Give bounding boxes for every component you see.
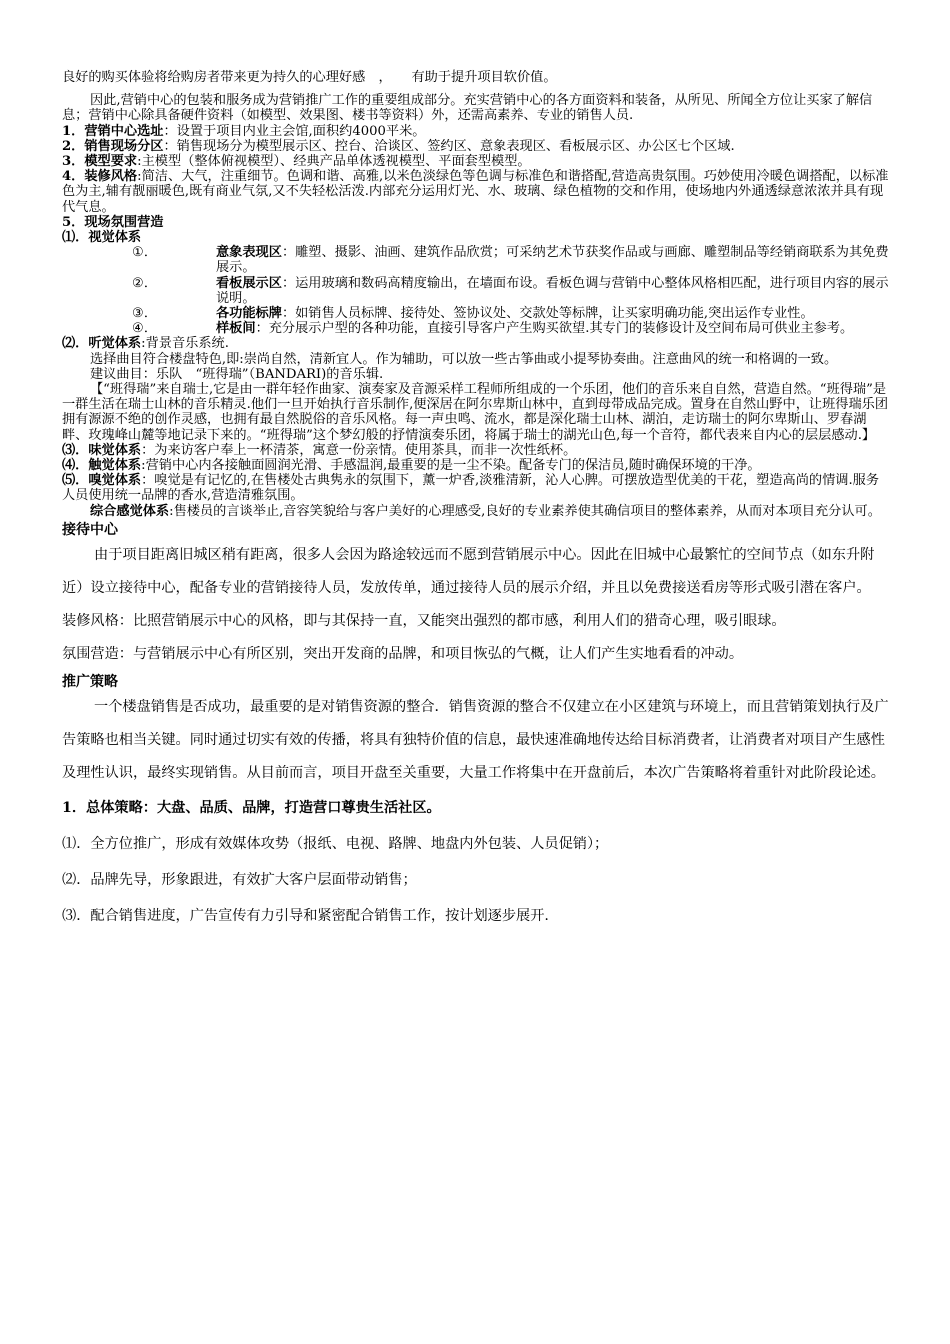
item-body <box>216 276 892 306</box>
document-page <box>62 70 892 934</box>
subsection-title: ⑸．嗅觉体系 <box>62 473 142 489</box>
item-text: ：销售现场分为模型展示区、控台、洽谈区、签约区、意象表现区、看板展示区、办公区七个区域. <box>163 138 735 154</box>
item-location <box>62 124 892 139</box>
subsection-text: :营销中心内各接触面圆润光滑、手感温润,最重要的是一尘不染。配备专门的保洁员,随时确保环境的干净。 <box>141 458 761 474</box>
subsection-title: ⑷．触觉体系 <box>62 458 142 474</box>
item-text: ：充分展示户型的各种功能，直接引导客户产生购买欲望.其专门的装修设计及空间布局可供业主参考。 <box>255 321 854 337</box>
item-label: 各功能标牌 <box>216 306 282 322</box>
item-text: ：如销售人员标牌、接待处、签协议处、交款处等标牌，让买家明确功能,突出运作专业性。 <box>281 306 814 322</box>
item-text: ：设置于项目内业主会馆,面积约4000平米。 <box>163 123 426 139</box>
item-body <box>216 306 892 321</box>
item-models <box>62 154 892 169</box>
item-marker: ②． <box>132 275 158 291</box>
strategy-title: 1．总体策略：大盘、品质、品牌，打造营口尊贵生活社区。 <box>62 799 441 816</box>
overall-strategy <box>62 790 892 826</box>
item-label: 样板间 <box>216 321 256 337</box>
item-label: 1．营销中心选址 <box>62 123 164 139</box>
strategy-item-1: ⑴．全方位推广，形成有效媒体攻势（报纸、电视、路牌、地盘内外包装、人员促销）； <box>62 835 609 852</box>
subsection-title: ⑶．味觉体系 <box>62 442 142 458</box>
strategy-item-3: ⑶．配合销售进度，广告宣传有力引导和紧密配合销售工作，按计划逐步展开. <box>62 907 549 924</box>
audio-paragraph-3: 【“班得瑞”来自瑞士,它是由一群年轻作曲家、演奏家及音源采样工程师所组成的一个乐团，他们的音乐来自自然，营造自然。“班得瑞”是一群生活在瑞士山林的音乐精灵.他们一旦开始执行音乐制作,便深居在阿尔卑斯山林中，直到母带成品完成。置身在自然山野中，让班得瑞乐团拥有源源不绝的创作灵感，也拥有最自然脱俗的音乐风格。每一声虫鸣、流水，都是深化瑞士山林、湖泊，走访瑞士的阿尔卑斯山、罗春湖畔、玫瑰峰山麓等地记录下来的。“班得瑞”这个梦幻般的抒情演奏乐团，将属于瑞士的湖光山色,每一个音符，都代表来自内心的层层感动.】 <box>62 382 889 443</box>
item-decoration <box>62 169 892 215</box>
visual-item-1 <box>62 245 892 275</box>
subsection-text: :背景音乐系统. <box>141 336 229 352</box>
visual-title <box>62 230 892 245</box>
section-5-title <box>62 215 892 230</box>
smell-paragraph <box>62 473 892 503</box>
strategy-item-2: ⑵．品牌先导，形象跟进，有效扩大客户层面带动销售； <box>62 871 417 888</box>
reception-paragraph-2: 装修风格：比照营销展示中心的风格，即与其保持一直，又能突出强烈的都市感，利用人们的猎奇心理，吸引眼球。 <box>62 612 786 629</box>
subsection-title: ⑵．听觉体系 <box>62 336 142 352</box>
loose-section <box>62 519 892 934</box>
item-marker: ①． <box>132 245 158 261</box>
audio-title <box>62 336 892 351</box>
audio-paragraph-1: 选择曲目符合楼盘特色,即:崇尚自然，清新宜人。作为辅助，可以放一些古筝曲或小提琴协奏曲。注意曲风的统一和格调的一致。 <box>90 351 838 367</box>
item-label: 2．销售现场分区 <box>62 138 164 154</box>
item-body <box>216 321 892 336</box>
item-text: ：运用玻璃和数码高精度输出，在墙面布设。看板色调与营销中心整体风格相匹配，进行项目内容的展示说明。 <box>216 275 889 306</box>
item-label: 意象表现区 <box>216 245 282 261</box>
item-marker: ④． <box>132 321 158 337</box>
item-label: 4．装修风格 <box>62 169 138 185</box>
section-title: 5．现场氛围营造 <box>62 214 164 230</box>
touch-paragraph <box>62 458 892 473</box>
item-label: 看板展示区 <box>216 275 282 291</box>
audio-paragraph-2: 建议曲目：乐队 “班得瑞”（BANDARI)的音乐辑. <box>90 366 384 382</box>
item-body <box>216 245 892 275</box>
intro-paragraph: 因此,营销中心的包装和服务成为营销推广工作的重要组成部分。充实营销中心的各方面资料和装备，从所见、所闻全方位让买家了解信息；营销中心除具备硬件资料（如模型、效果图、楼书等资料）外，还需高素养、专业的销售人员. <box>62 93 873 124</box>
subsection-title: 综合感觉体系 <box>90 503 170 519</box>
item-label: 3．模型要求 <box>62 154 138 170</box>
subsection-title: ⑴．视觉体系 <box>62 230 142 246</box>
promotion-heading: 推广策略 <box>62 673 118 690</box>
reception-paragraph-1: 由于项目距离旧城区稍有距离，很多人会因为路途较远而不愿到营销展示中心。因此在旧城中心最繁忙的空间节点（如东升附近）设立接待中心，配备专业的营销接待人员，发放传单，通过接待人员的展示介绍，并且以免费接送看房等形式吸引潜在客户。 <box>62 546 875 596</box>
visual-item-2 <box>62 276 892 306</box>
item-zones <box>62 139 892 154</box>
subsection-text: :售楼员的言谈举止,音容笑貌给与客户美好的心理感受,良好的专业素养使其确信项目的整体素养，从而对本项目充分认可。 <box>169 503 881 519</box>
visual-item-3 <box>62 306 892 321</box>
reception-paragraph-3: 氛围营造：与营销展示中心有所区别，突出开发商的品牌，和项目恢弘的气概，让人们产生实地看看的冲动。 <box>62 645 744 662</box>
promotion-paragraph: 一个楼盘销售是否成功，最重要的是对销售资源的整合．销售资源的整合不仅建立在小区建筑与环境上，而且营销策划执行及广告策略也相当关键。同时通过切实有效的传播，将具有独特价值的信息，最快速准确地传达给目标消费者，让消费者对项目产生感性及理性认识，最终实现销售。从目前而言，项目开盘至关重要，大量工作将集中在开盘前后，本次广告策略将着重针对此阶段论述。 <box>62 698 889 781</box>
subsection-text: ：嗅觉是有记忆的,在售楼处古典隽永的氛围下，薰一炉香,淡雅清新，沁人心脾。可摆放造型优美的干花，塑造高尚的情调.服务人员使用统一品牌的香水,营造清雅氛围。 <box>62 473 880 504</box>
reception-heading: 接待中心 <box>62 521 118 538</box>
dense-section <box>62 70 892 519</box>
subsection-text: ：为来访客户奉上一杯清茶，寓意一份亲情。使用茶具，而非一次性纸杯。 <box>141 442 577 458</box>
item-marker: ③． <box>132 306 158 322</box>
item-text: ：雕塑、摄影、油画、建筑作品欣赏；可采纳艺术节获奖作品或与画廊、雕塑制品等经销商联系为其免费展示。 <box>216 245 889 276</box>
item-text: :主模型（整体俯视模型）、经典产品单体透视模型、平面套型模型。 <box>137 154 531 170</box>
intro-line: 良好的购买体验将给购房者带来更为持久的心理好感 ， 有助于提升项目软价值。 <box>62 70 557 85</box>
item-text: :简洁、大气，注重细节。色调和谐、高雅,以米色淡绿色等色调与标准色和谐搭配,营造高贵氛围。巧妙使用冷暖色调搭配，以标准色为主,辅有靓丽暖色,既有商业气氛,又不失轻松活泼.内部充分运用灯光、水、玻璃、绿色植物的交和作用，使场地内外通透绿意浓浓并具有现代气息。 <box>62 169 889 215</box>
synth-paragraph <box>62 504 892 519</box>
taste-paragraph <box>62 443 892 458</box>
visual-item-4 <box>62 321 892 336</box>
